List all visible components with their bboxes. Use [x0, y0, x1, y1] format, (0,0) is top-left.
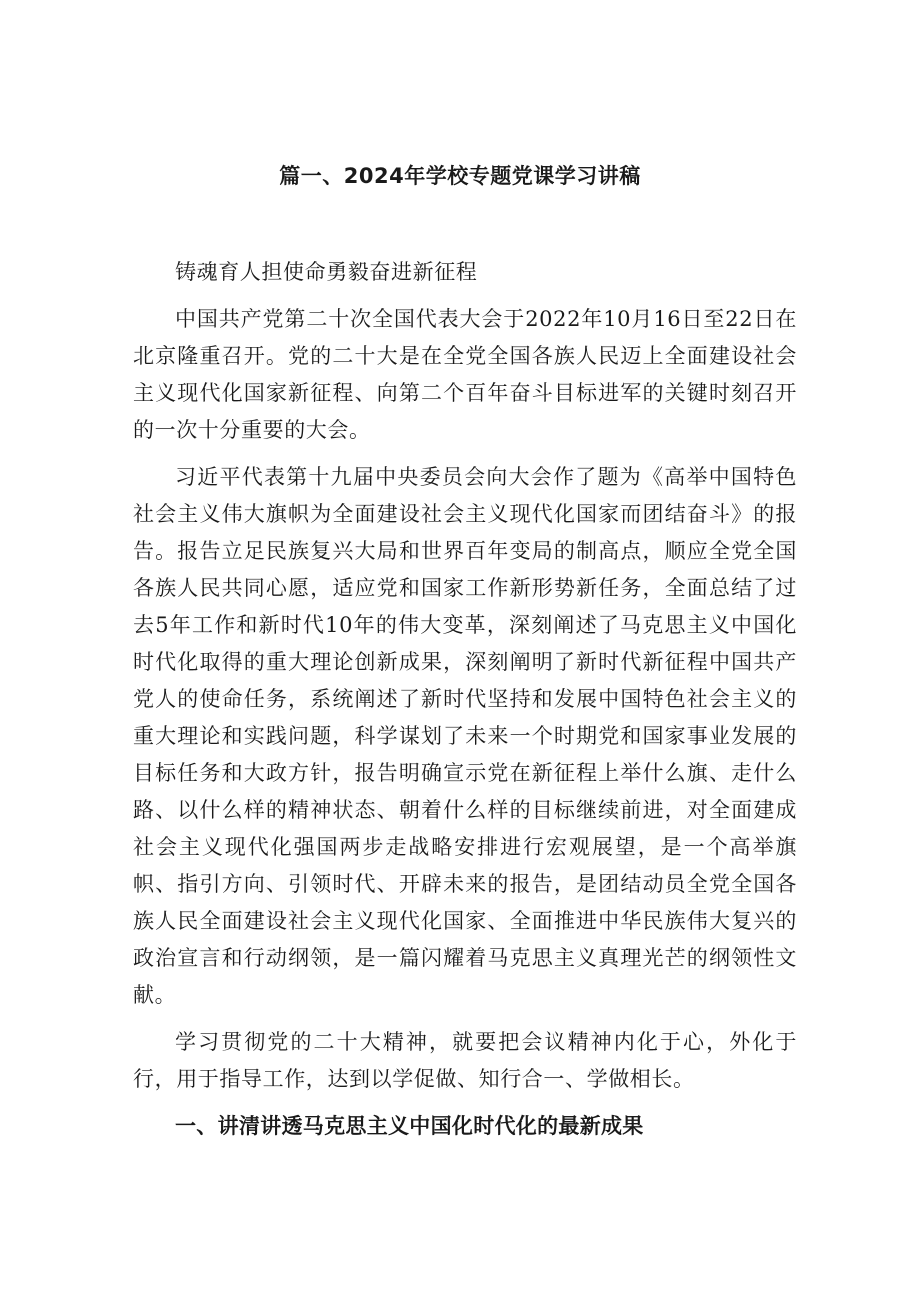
body-paragraph: 中国共产党第二十次全国代表大会于2022年10月16日至22日在北京隆重召开。党的二十大是在全党全国各族人民迈上全面建设社会主义现代化国家新征程、向第二个百年奋斗目标进军的关键时刻召开的一次十分重要的大会。 — [133, 307, 797, 442]
document-title: 篇一、2024年学校专题党课学习讲稿 — [279, 164, 641, 188]
subtitle-paragraph: 铸魂育人担使命勇毅奋进新征程 — [175, 260, 478, 284]
body-paragraph: 学习贯彻党的二十大精神，就要把会议精神内化于心，外化于行，用于指导工作，达到以学促做、知行合一、学做相长。 — [133, 1030, 797, 1091]
body-paragraph: 习近平代表第十九届中央委员会向大会作了题为《高举中国特色社会主义伟大旗帜为全面建设社会主义现代化国家而团结奋斗》的报告。报告立足民族复兴大局和世界百年变局的制高点，顺应全党全国各族人民共同心愿，适应党和国家工作新形势新任务，全面总结了过去5年工作和新时代10年的伟大变革，深刻阐述了马克思主义中国化时代化取得的重大理论创新成果，深刻阐明了新时代新征程中国共产党人的使命任务，系统阐述了新时代坚持和发展中国特色社会主义的重大理论和实践问题，科学谋划了未来一个时期党和国家事业发展的目标任务和大政方针，报告明确宣示党在新征程上举什么旗、走什么路、以什么样的精神状态、朝着什么样的目标继续前进，对全面建成社会主义现代化强国两步走战略安排进行宏观展望，是一个高举旗帜、指引方向、引领时代、开辟未来的报告，是团结动员全党全国各族人民全面建设社会主义现代化国家、全面推进中华民族伟大复兴的政治宣言和行动纲领，是一篇闪耀着马克思主义真理光芒的纲领性文献。 — [133, 465, 797, 1007]
section-heading: 一、讲清讲透马克思主义中国化时代化的最新成果 — [175, 1114, 644, 1138]
document-body — [133, 254, 797, 1145]
